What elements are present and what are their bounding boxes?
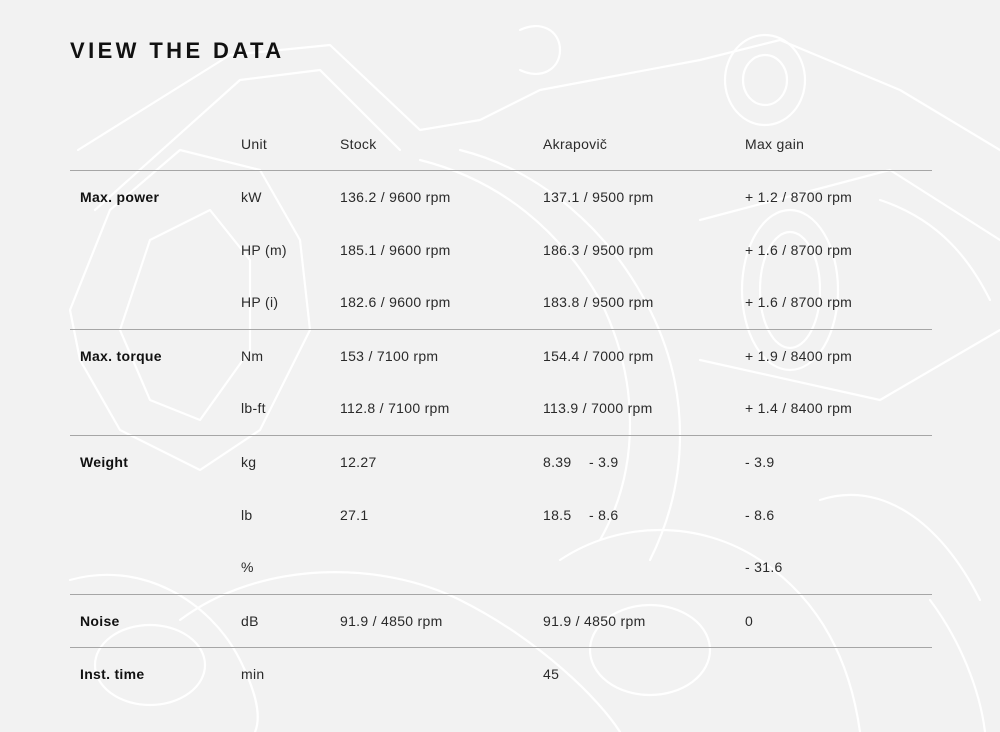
row-unit: lb (241, 506, 253, 523)
row-max-gain: + 1.6 / 8700 rpm (745, 241, 853, 258)
row-akrapovic-value: 8.39 (543, 453, 572, 470)
row-stock-value: 136.2 / 9600 rpm (340, 189, 451, 205)
page-title: VIEW THE DATA (70, 38, 285, 63)
row-akrapovic-value: 45 (543, 666, 560, 683)
row-max-gain: - 31.6 (745, 559, 783, 576)
row-akrapovic-value: 137.1 / 9500 rpm (543, 189, 654, 205)
row-unit: min (241, 666, 265, 683)
row-stock-value: 112.8 / 7100 rpm (340, 400, 450, 417)
row-unit: kW (241, 189, 262, 205)
header-stock: Stock (340, 136, 377, 152)
row-akrapovic-value: 91.9 / 4850 rpm (543, 612, 646, 629)
row-max-gain: + 1.2 / 8700 rpm (745, 189, 853, 205)
row-akrapovic-value: 113.9 / 7000 rpm (543, 400, 653, 417)
row-group-label: Weight (80, 453, 129, 470)
table-row (70, 541, 932, 595)
row-akrapovic-diff: - 8.6 (589, 506, 619, 523)
row-stock-value: 182.6 / 9600 rpm (340, 294, 451, 311)
row-unit: lb-ft (241, 400, 266, 417)
table-row (70, 436, 932, 489)
table-body (70, 171, 932, 701)
header-unit: Unit (241, 136, 268, 152)
row-max-gain: + 1.6 / 8700 rpm (745, 294, 853, 311)
row-max-gain: + 1.9 / 8400 rpm (745, 347, 853, 364)
row-stock-value: 185.1 / 9600 rpm (340, 241, 451, 258)
row-max-gain: - 8.6 (745, 506, 775, 523)
header-max-gain: Max gain (745, 136, 805, 152)
row-unit: dB (241, 612, 259, 629)
row-akrapovic-diff: - 3.9 (589, 453, 619, 470)
row-unit: % (241, 559, 254, 576)
row-stock-value: 153 / 7100 rpm (340, 347, 439, 364)
row-unit: Nm (241, 347, 264, 364)
data-table (70, 126, 932, 701)
row-akrapovic-value: 154.4 / 7000 rpm (543, 347, 654, 364)
header-akrapovic: Akrapovič (543, 136, 608, 152)
row-group-label: Inst. time (80, 666, 145, 683)
row-max-gain: 0 (745, 612, 754, 629)
row-akrapovic-value: 18.5 (543, 506, 572, 523)
table-row (70, 382, 932, 436)
row-stock-value: 12.27 (340, 453, 377, 470)
row-stock-value: 27.1 (340, 506, 369, 523)
row-group-label: Max. torque (80, 347, 162, 364)
row-max-gain: + 1.4 / 8400 rpm (745, 400, 853, 417)
table-row (70, 171, 932, 224)
table-row (70, 648, 932, 701)
row-max-gain: - 3.9 (745, 453, 775, 470)
row-group-label: Max. power (80, 189, 160, 205)
row-unit: kg (241, 453, 257, 470)
table-row (70, 224, 932, 277)
row-unit: HP (i) (241, 294, 279, 311)
row-group-label: Noise (80, 612, 120, 629)
table-header-row (70, 126, 932, 171)
table-row (70, 276, 932, 330)
table-row (70, 489, 932, 542)
row-akrapovic-value: 183.8 / 9500 rpm (543, 294, 654, 311)
table-row (70, 595, 932, 649)
row-akrapovic-value: 186.3 / 9500 rpm (543, 241, 654, 258)
row-unit: HP (m) (241, 241, 287, 258)
row-stock-value: 91.9 / 4850 rpm (340, 612, 443, 629)
table-row (70, 330, 932, 383)
